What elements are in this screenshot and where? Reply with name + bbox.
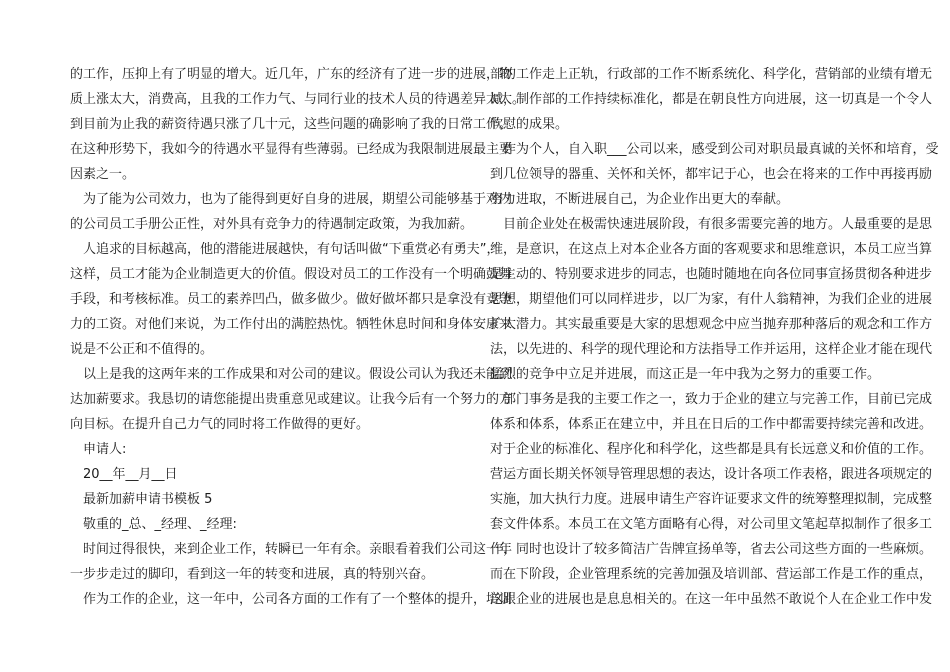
text-line: 力的工资。对他们来说，为工作付出的满腔热忱。牺牲休息时间和身体安康来 [70, 317, 513, 332]
text-line: 是主动的、特别要求进步的同志，也随时随地在向各位同事宣扬贯彻各种进步 [490, 267, 933, 282]
text-line: 实施，加大执行力度。进展申请生产容许证要求文件的统筹整理拟制，完成整 [490, 492, 933, 507]
text-line: 而在下阶段，企业管理系统的完善加强及培训部、营运部工作是工作的重点， [490, 567, 933, 582]
text-line: 部门事务是我的主要工作之一，致力于企业的建立与完善工作，目前已完成 [503, 392, 933, 407]
text-line: 作为个人，自入职___公司以来，感受到公司对职员最真诚的关怀和培育，受 [503, 142, 939, 157]
text-line: 20__年__月__日 [83, 467, 178, 482]
text-line: 到几位领导的器重、关怀和关怀，都牢记于心，也会在将来的工作中再接再励 [490, 167, 933, 182]
text-line: 向目标。在提升自己力气的同时将工作做得的更好。 [70, 417, 370, 432]
text-line: 说是不公正和不值得的。 [70, 342, 214, 357]
text-line: 目前企业处在极需快速进展阶段，有很多需要完善的地方。人最重要的是思 [503, 217, 933, 232]
text-line: 的公司员工手册公正性，对外具有竞争力的待遇制定政策，为我加薪。 [70, 217, 474, 232]
text-line: 为了能为公司效力，也为了能得到更好自身的进展，期望公司能够基于对内 [83, 192, 513, 207]
text-line: 一步步走过的脚印，看到这一年的转变和进展，真的特别兴奋。 [70, 567, 435, 582]
text-line: 体系和体系，体系正在建立中，并且在日后的工作中都需要持续完善和改进。 [490, 417, 933, 432]
right-text-column [490, 62, 939, 612]
text-line: 最新加薪申请书模板 5 [83, 492, 213, 507]
text-line: 欣慰的成果。 [490, 117, 569, 132]
text-line: 这样，员工才能为企业制造更大的价值。假设对员工的工作没有一个明确鼓舞 [70, 267, 513, 282]
text-line: 对于企业的标准化、程序化和科学化，这些都是具有长远意义和价值的工作。 [490, 442, 933, 457]
text-line: 因素之一。 [70, 167, 136, 182]
text-line: 作，同时也设计了较多简洁广告牌宣扬单等，省去公司这些方面的一些麻烦。 [490, 542, 933, 557]
left-text-column [70, 62, 526, 612]
text-line: 部的工作走上正轨，行政部的工作不断系统化、科学化，营销部的业绩有增无 [490, 67, 933, 82]
text-line: 人追求的目标越高，他的潜能进展越快，有句话叫做“下重赏必有勇夫”， [83, 242, 500, 257]
text-line: 作为工作的企业，这一年中，公司各方面的工作有了一个整体的提升，培训 [83, 592, 513, 607]
text-line: 质上涨太大，消费高，且我的工作力气、与同行业的技术人员的待遇差异太大。 [70, 92, 526, 107]
text-line: 敬重的_总、_经理、_经理: [83, 517, 237, 532]
text-line: 思想，期望他们可以同样进步，以厂为家，有什人翁精神，为我们企业的进展 [490, 292, 933, 307]
text-line: 这跟企业的进展也是息息相关的。在这一年中虽然不敢说个人在企业工作中发 [490, 592, 933, 607]
text-line: 努力进取，不断进展自己，为企业作出更大的奉献。 [490, 192, 790, 207]
text-line: 的工作，压抑上有了明显的增大。近几年，广东的经济有了进一步的进展，物 [70, 67, 513, 82]
text-line: 维，是意识，在这点上对本企业各方面的客观要求和思维意识，本员工应当算 [490, 242, 933, 257]
text-line: 扩大潜力。其实最重要是大家的思想观念中应当抛弃那种落后的观念和工作方 [490, 317, 933, 332]
text-line: 到目前为止我的薪资待遇只涨了几十元，这些问题的确影响了我的日常工作。 [70, 117, 513, 132]
text-line: 时间过得很快，来到企业工作，转瞬已一年有余。亲眼看着我们公司这一年 [83, 542, 513, 557]
text-line: 减，制作部的工作持续标准化，都是在朝良性方向进展，这一切真是一个令人 [490, 92, 933, 107]
text-line: 手段，和考核标准。员工的素养凹凸，做多做少。做好做坏都只是拿没有竞争 [70, 292, 513, 307]
text-line: 以上是我的这两年来的工作成果和对公司的建议。假设公司认为我还未能到 [83, 367, 513, 382]
text-line: 在这种形势下，我如今的待遇水平显得有些薄弱。已经成为我限制进展最主要 [70, 142, 513, 157]
text-line: 达加薪要求。我恳切的请您能提出贵重意见或建议。让我今后有一个努力的方 [70, 392, 513, 407]
text-line: 猛烈的竞争中立足并进展，而这正是一年中我为之努力的重要工作。 [490, 367, 881, 382]
text-line: 套文件体系。本员工在文笔方面略有心得，对公司里文笔起草拟制作了很多工 [490, 517, 933, 532]
text-line: 法，以先进的、科学的现代理论和方法指导工作并运用，这样企业才能在现代 [490, 342, 933, 357]
text-line: 营运方面长期关怀领导管理思想的表达，设计各项工作表格，跟进各项规定的 [490, 467, 933, 482]
text-line: 申请人: [83, 442, 127, 457]
